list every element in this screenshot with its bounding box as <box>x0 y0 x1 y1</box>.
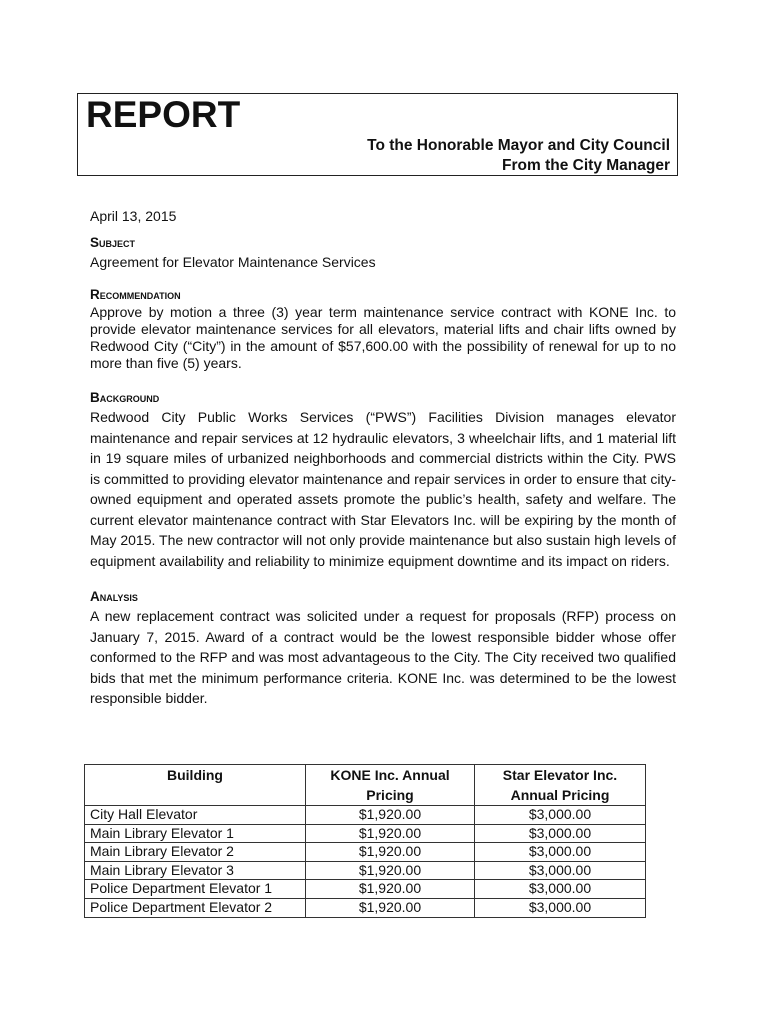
star-price-cell: $3,000.00 <box>475 880 646 899</box>
subject-heading: Subject <box>90 235 136 250</box>
star-price-cell: $3,000.00 <box>475 824 646 843</box>
star-price-cell: $3,000.00 <box>475 861 646 880</box>
recommendation-text: Approve by motion a three (3) year term maintenance service contract with KONE Inc. to provide elevator maintenance services for all elevators, material lifts and chair lifts owned by Redwood City (“City”) in the amount of $57,600.00 with the possibility of renewal for up to no more than five (5) years. <box>90 304 676 371</box>
table-row <box>85 861 646 880</box>
analysis-heading: Analysis <box>90 589 138 604</box>
report-body <box>90 206 676 709</box>
kone-price-cell: $1,920.00 <box>306 843 475 862</box>
report-header <box>77 93 678 176</box>
kone-price-cell: $1,920.00 <box>306 824 475 843</box>
table-row <box>85 898 646 917</box>
building-cell: Main Library Elevator 3 <box>85 861 306 880</box>
header-star-pricing: Star Elevator Inc. Annual Pricing <box>475 765 646 806</box>
header-building: Building <box>85 765 306 806</box>
analysis-text: A new replacement contract was solicited under a request for proposals (RFP) process on January 7, 2015. Award of a contract would be the lowest responsible bidder whose offer conformed to the RFP and was most advantageous to the City. The City received two qualified bids that met the minimum performance criteria. KONE Inc. was determined to be the lowest responsible bidder. <box>90 608 676 706</box>
table-row <box>85 824 646 843</box>
background-heading: Background <box>90 390 160 405</box>
recommendation-heading: Recommendation <box>90 287 181 302</box>
building-cell: Police Department Elevator 2 <box>85 898 306 917</box>
building-cell: City Hall Elevator <box>85 806 306 825</box>
star-price-cell: $3,000.00 <box>475 843 646 862</box>
header-kone-pricing: KONE Inc. Annual Pricing <box>306 765 475 806</box>
building-cell: Police Department Elevator 1 <box>85 880 306 899</box>
addressee-line-mayor-council: To the Honorable Mayor and City Council <box>367 137 670 154</box>
background-text: Redwood City Public Works Services (“PWS”) Facilities Division manages elevator maintenance and repair services at 12 hydraulic elevators, 3 wheelchair lifts, and 1 material lift in 19 square miles of urbanized neighborhoods and commercial districts within the City. PWS is committed to providing elevator maintenance and repair services in order to ensure that city-owned equipment and operated assets promote the public’s health, safety and welfare. The current elevator maintenance contract with Star Elevators Inc. will be expiring by the month of May 2015. The new contractor will not only provide maintenance but also sustain high levels of equipment availability and reliability to minimize equipment downtime and its impact on riders. <box>90 409 676 569</box>
star-price-cell: $3,000.00 <box>475 806 646 825</box>
kone-price-cell: $1,920.00 <box>306 861 475 880</box>
report-addressee <box>367 136 670 176</box>
pricing-table <box>84 764 646 918</box>
table-header-row <box>85 765 646 806</box>
building-cell: Main Library Elevator 1 <box>85 824 306 843</box>
table-row <box>85 880 646 899</box>
star-price-cell: $3,000.00 <box>475 898 646 917</box>
table-row <box>85 843 646 862</box>
table-row <box>85 806 646 825</box>
kone-price-cell: $1,920.00 <box>306 880 475 899</box>
kone-price-cell: $1,920.00 <box>306 898 475 917</box>
report-date: April 13, 2015 <box>90 208 177 224</box>
report-title: REPORT <box>86 94 241 135</box>
addressee-line-city-manager: From the City Manager <box>502 157 670 174</box>
building-cell: Main Library Elevator 2 <box>85 843 306 862</box>
subject-text: Agreement for Elevator Maintenance Services <box>90 254 376 270</box>
kone-price-cell: $1,920.00 <box>306 806 475 825</box>
